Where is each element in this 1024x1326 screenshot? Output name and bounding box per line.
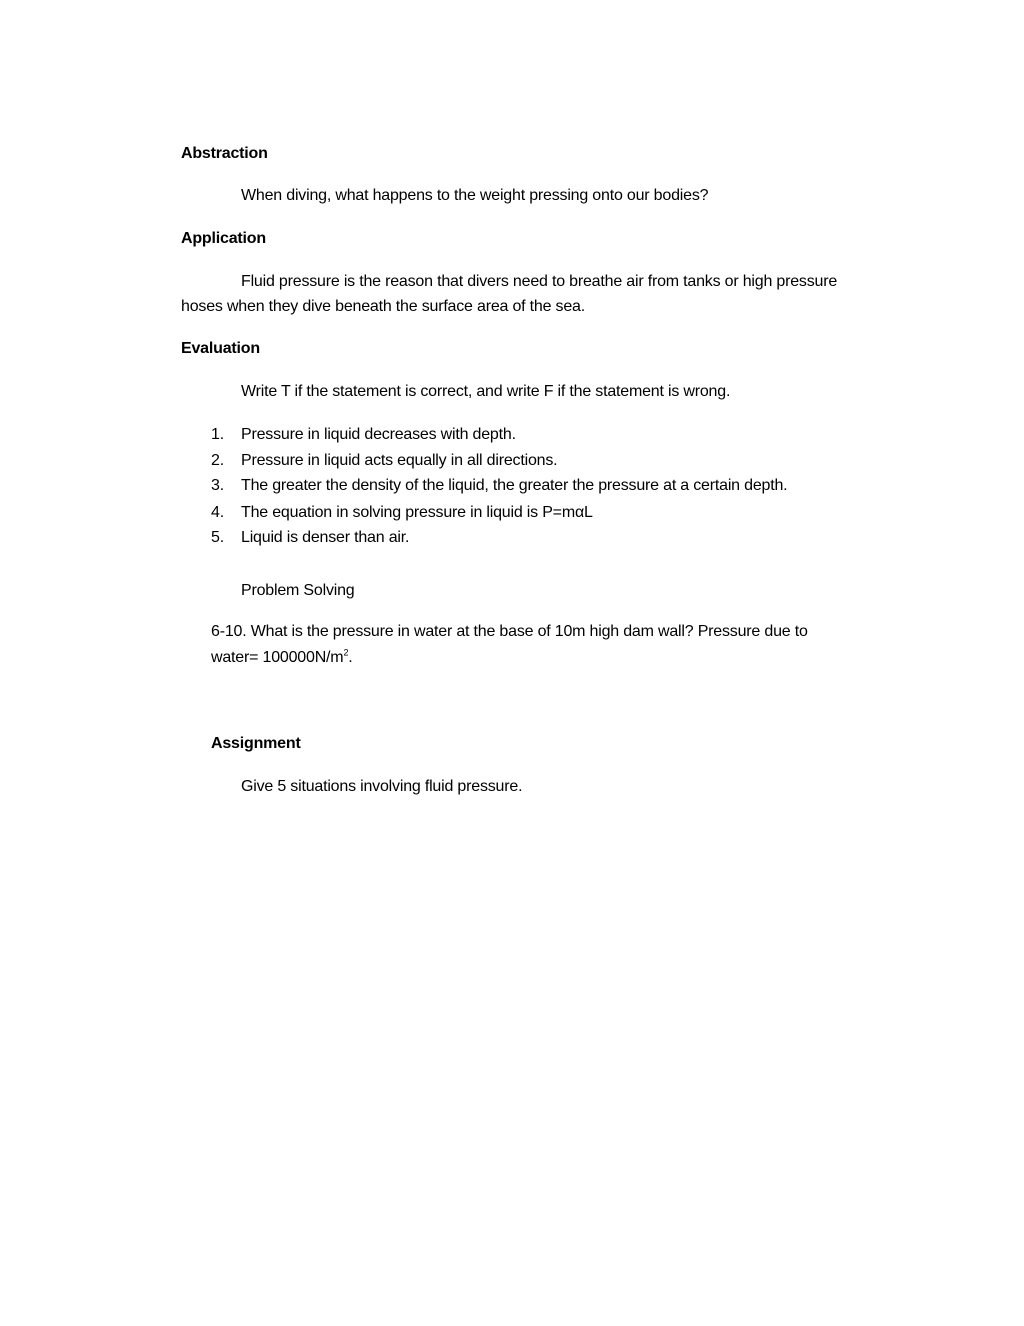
abstraction-question: When diving, what happens to the weight pressing onto our bodies?	[241, 187, 709, 204]
problem-line-2-main: water= 100000N/m	[211, 649, 344, 666]
list-item-number: 2.	[211, 452, 224, 469]
superscript-exponent: 2	[343, 647, 349, 658]
abstraction-heading: Abstraction	[181, 145, 268, 162]
problem-line-2-end: .	[348, 649, 353, 666]
list-item-text: The equation in solving pressure in liquid is P=mαL	[241, 504, 593, 521]
list-item-text: The greater the density of the liquid, the greater the pressure at a certain depth.	[241, 477, 788, 494]
list-item-number: 5.	[211, 529, 224, 546]
list-item-text: Pressure in liquid decreases with depth.	[241, 426, 516, 443]
application-text-line-1: Fluid pressure is the reason that divers need to breathe air from tanks or high pressure	[241, 273, 838, 290]
list-item-text: Liquid is denser than air.	[241, 529, 410, 546]
assignment-text: Give 5 situations involving fluid pressure.	[241, 778, 523, 795]
list-item-number: 3.	[211, 477, 224, 494]
application-heading: Application	[181, 230, 266, 247]
list-item-number: 1.	[211, 426, 224, 443]
assignment-heading: Assignment	[211, 735, 301, 752]
list-item-text: Pressure in liquid acts equally in all directions.	[241, 452, 558, 469]
problem-solving-heading: Problem Solving	[241, 582, 355, 599]
evaluation-instruction: Write T if the statement is correct, and write F if the statement is wrong.	[241, 383, 731, 400]
application-text-line-2: hoses when they dive beneath the surface area of the sea.	[181, 298, 585, 315]
problem-line-1: 6-10. What is the pressure in water at the base of 10m high dam wall? Pressure due to	[211, 623, 808, 640]
list-item-number: 4.	[211, 504, 224, 521]
evaluation-heading: Evaluation	[181, 340, 260, 357]
problem-line-2	[211, 648, 353, 668]
